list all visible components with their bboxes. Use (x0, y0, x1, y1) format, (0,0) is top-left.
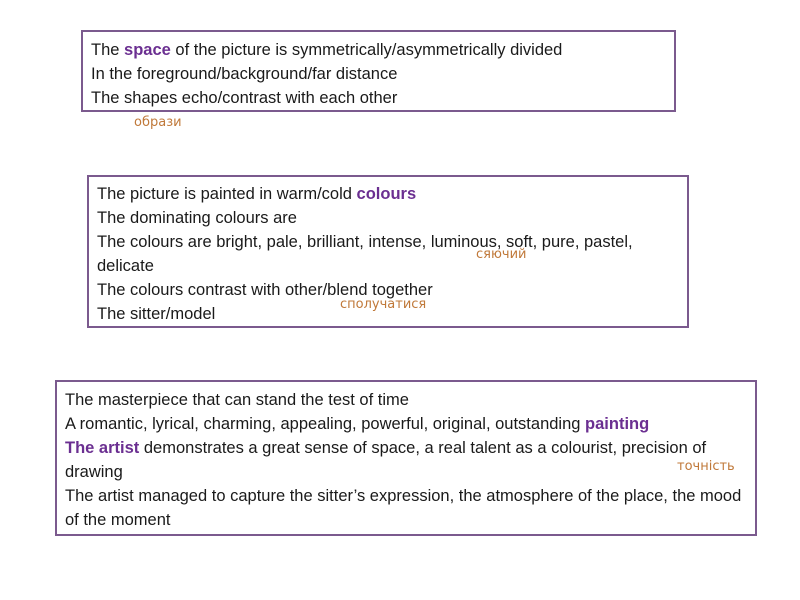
translation-note-shapes: образи (134, 115, 182, 130)
keyword-the-artist: The artist (65, 439, 140, 457)
text-fragment: A romantic, lyrical, charming, appealing, powerful, original, outstanding (65, 415, 586, 433)
colour-adjectives-sentence: The colours are bright, pale, brilliant, intense, luminous, soft, pure, pastel, delicate (97, 233, 633, 275)
dominating-colours-sentence: The dominating colours are (97, 209, 297, 227)
keyword-space: space (124, 41, 171, 59)
keyword-colours: colours (356, 185, 417, 203)
masterpiece-sentence: The masterpiece that can stand the test of time (65, 391, 409, 409)
text-fragment: of the picture is symmetrically/asymmetrically divided (170, 41, 563, 59)
keyword-painting: painting (585, 415, 650, 433)
evaluation-phrases-box (55, 380, 757, 536)
colour-contrast-sentence: The colours contrast with other/blend together (97, 281, 433, 299)
artist-capture-sentence: The artist managed to capture the sitter’s expression, the atmosphere of the place, the mood of the moment (65, 487, 742, 529)
painting-adjectives-sentence (65, 412, 747, 436)
painted-colours-sentence (97, 182, 679, 206)
artist-talent-sentence (65, 436, 747, 484)
translation-note-precision: точність (677, 459, 735, 474)
translation-note-blend: сполучатися (340, 297, 427, 312)
translation-note-luminous: сяючий (476, 247, 527, 262)
text-fragment: demonstrates a great sense of space, a real talent as a colourist, precision of drawing (65, 439, 707, 481)
space-sentence (91, 38, 666, 62)
composition-phrases-box (81, 30, 676, 112)
sitter-sentence: The sitter/model (97, 305, 216, 323)
foreground-sentence: In the foreground/background/far distance (91, 65, 398, 83)
text-fragment: The (91, 41, 125, 59)
text-fragment: The picture is painted in warm/cold (97, 185, 357, 203)
shapes-sentence: The shapes echo/contrast with each other (91, 89, 398, 107)
